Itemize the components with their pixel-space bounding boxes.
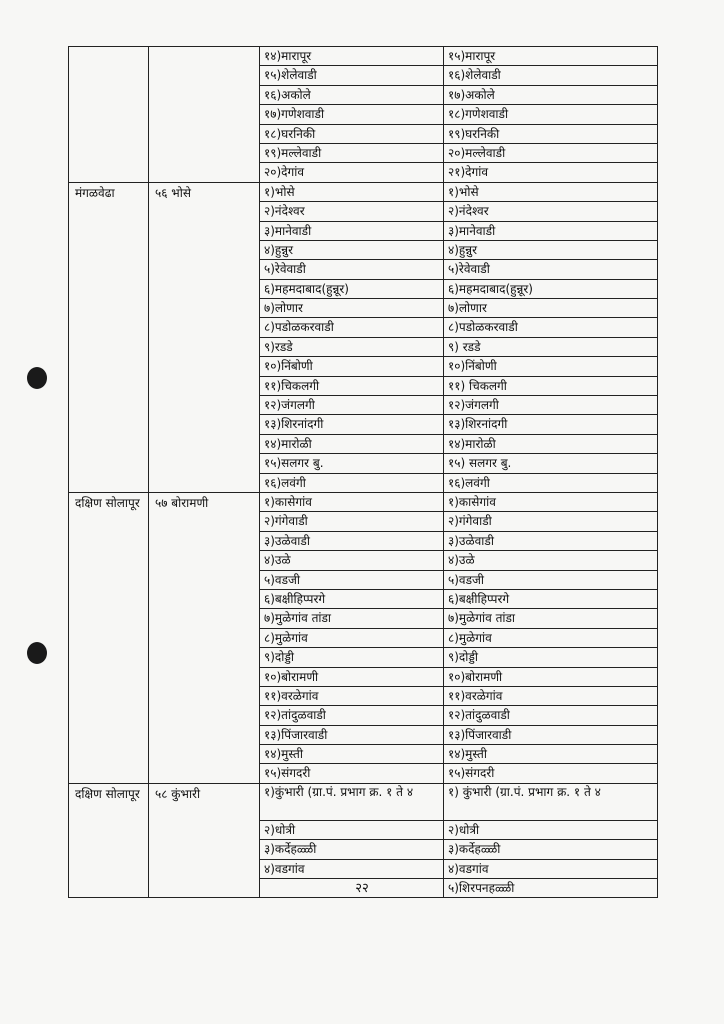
new-village-cell: १२)जंगलगी bbox=[444, 396, 658, 415]
table-row bbox=[69, 783, 658, 820]
old-village-cell: २)नंदेश्वर bbox=[260, 202, 444, 221]
old-village-cell: ५)वडजी bbox=[260, 570, 444, 589]
old-village-cell: ९)दोड्डी bbox=[260, 648, 444, 667]
old-village-cell: १५)संगदरी bbox=[260, 764, 444, 783]
new-village-cell: १४)मारोळी bbox=[444, 434, 658, 453]
old-village-cell: १)भोसे bbox=[260, 182, 444, 201]
old-village-cell: ६)बक्षीहिप्परगे bbox=[260, 589, 444, 608]
new-village-cell: ५)रेवेवाडी bbox=[444, 260, 658, 279]
new-village-cell: १२)तांदुळवाडी bbox=[444, 706, 658, 725]
new-village-cell: ५)शिरपनहळ्ळी bbox=[444, 879, 658, 898]
new-village-cell: १९)घरनिकी bbox=[444, 124, 658, 143]
new-village-cell: ४)हुन्नुर bbox=[444, 240, 658, 259]
new-village-cell: १०)बोरामणी bbox=[444, 667, 658, 686]
old-village-cell: १९)मल्लेवाडी bbox=[260, 143, 444, 162]
new-village-cell: ६)बक्षीहिप्परगे bbox=[444, 589, 658, 608]
old-village-cell: २)धोत्री bbox=[260, 820, 444, 839]
new-village-cell: ४)वडगांव bbox=[444, 859, 658, 878]
new-village-cell: २१)देगांव bbox=[444, 163, 658, 182]
old-village-cell: ७)लोणार bbox=[260, 299, 444, 318]
page-number: २२ bbox=[355, 881, 369, 896]
old-village-cell: १)कुंभारी (ग्रा.पं. प्रभाग क्र. १ ते ४ bbox=[260, 783, 444, 820]
old-village-cell: १०)निंबोणी bbox=[260, 357, 444, 376]
new-village-cell: १३)पिंजारवाडी bbox=[444, 725, 658, 744]
old-village-cell: ११)चिकलगी bbox=[260, 376, 444, 395]
old-village-cell: १८)घरनिकी bbox=[260, 124, 444, 143]
old-village-cell: ११)वरळेगांव bbox=[260, 686, 444, 705]
old-village-cell: १४)मारोळी bbox=[260, 434, 444, 453]
old-village-cell: १५)शेलेवाडी bbox=[260, 66, 444, 85]
new-village-cell: ३)कर्देहळ्ळी bbox=[444, 840, 658, 859]
old-village-cell: ८)पडोळकरवाडी bbox=[260, 318, 444, 337]
old-village-cell: ९)रडडे bbox=[260, 337, 444, 356]
taluka-cell bbox=[69, 47, 149, 183]
old-village-cell: २)गंगेवाडी bbox=[260, 512, 444, 531]
new-village-cell: ११)वरळेगांव bbox=[444, 686, 658, 705]
new-village-cell: १६)शेलेवाडी bbox=[444, 66, 658, 85]
old-village-cell: १६)लवंगी bbox=[260, 473, 444, 492]
taluka-cell: दक्षिण सोलापूर bbox=[69, 783, 149, 898]
old-village-cell: ३)मानेवाडी bbox=[260, 221, 444, 240]
taluka-cell: दक्षिण सोलापूर bbox=[69, 492, 149, 783]
old-village-cell: ४)हुन्नुर bbox=[260, 240, 444, 259]
old-village-cell: ४)वडगांव bbox=[260, 859, 444, 878]
old-village-cell: १)कासेगांव bbox=[260, 492, 444, 511]
table-row bbox=[69, 492, 658, 511]
new-village-cell: ८)पडोळकरवाडी bbox=[444, 318, 658, 337]
new-village-cell: १८)गणेशवाडी bbox=[444, 105, 658, 124]
new-village-cell: ९) रडडे bbox=[444, 337, 658, 356]
new-village-cell: १४)मुस्ती bbox=[444, 745, 658, 764]
old-village-cell: १३)पिंजारवाडी bbox=[260, 725, 444, 744]
new-village-cell: ७)मुळेगांव तांडा bbox=[444, 609, 658, 628]
new-village-cell: १५)संगदरी bbox=[444, 764, 658, 783]
old-village-cell: १५)सलगर बु. bbox=[260, 454, 444, 473]
new-village-cell: २)नंदेश्वर bbox=[444, 202, 658, 221]
old-village-cell: १२)तांदुळवाडी bbox=[260, 706, 444, 725]
old-village-cell: १०)बोरामणी bbox=[260, 667, 444, 686]
old-village-cell: १३)शिरनांदगी bbox=[260, 415, 444, 434]
circle-cell bbox=[149, 47, 260, 183]
new-village-cell: ६)महमदाबाद(हुन्नूर) bbox=[444, 279, 658, 298]
punch-hole-bottom bbox=[27, 642, 47, 664]
taluka-cell: मंगळवेढा bbox=[69, 182, 149, 492]
old-village-cell: ७)मुळेगांव तांडा bbox=[260, 609, 444, 628]
new-village-cell: १०)निंबोणी bbox=[444, 357, 658, 376]
new-village-cell: १)भोसे bbox=[444, 182, 658, 201]
table-row bbox=[69, 47, 658, 66]
new-village-cell: ५)वडजी bbox=[444, 570, 658, 589]
old-village-cell: ८)मुळेगांव bbox=[260, 628, 444, 647]
new-village-cell: १७)अकोले bbox=[444, 85, 658, 104]
old-village-cell: ३)उळेवाडी bbox=[260, 531, 444, 550]
new-village-cell: ८)मुळेगांव bbox=[444, 628, 658, 647]
new-village-cell: ३)उळेवाडी bbox=[444, 531, 658, 550]
circle-cell: ५७ बोरामणी bbox=[149, 492, 260, 783]
old-village-cell: ४)उळे bbox=[260, 551, 444, 570]
old-village-cell: १४)मारापूर bbox=[260, 47, 444, 66]
new-village-cell: ९)दोड्डी bbox=[444, 648, 658, 667]
new-village-cell: ४)उळे bbox=[444, 551, 658, 570]
village-table bbox=[68, 46, 658, 898]
new-village-cell: ११) चिकलगी bbox=[444, 376, 658, 395]
punch-hole-top bbox=[27, 367, 47, 389]
circle-cell: ५८ कुंभारी bbox=[149, 783, 260, 898]
old-village-cell: २०)देगांव bbox=[260, 163, 444, 182]
old-village-cell: १४)मुस्ती bbox=[260, 745, 444, 764]
new-village-cell: १)कासेगांव bbox=[444, 492, 658, 511]
new-village-cell: १६)लवंगी bbox=[444, 473, 658, 492]
old-village-cell: १७)गणेशवाडी bbox=[260, 105, 444, 124]
old-village-cell: १६)अकोले bbox=[260, 85, 444, 104]
new-village-cell: २)धोत्री bbox=[444, 820, 658, 839]
new-village-cell: १५) सलगर बु. bbox=[444, 454, 658, 473]
old-village-cell: ६)महमदाबाद(हुन्नूर) bbox=[260, 279, 444, 298]
old-village-cell: १२)जंगलगी bbox=[260, 396, 444, 415]
table-row bbox=[69, 182, 658, 201]
new-village-cell: १) कुंभारी (ग्रा.पं. प्रभाग क्र. १ ते ४ bbox=[444, 783, 658, 820]
new-village-cell: २०)मल्लेवाडी bbox=[444, 143, 658, 162]
new-village-cell: १३)शिरनांदगी bbox=[444, 415, 658, 434]
old-village-cell: ५)रेवेवाडी bbox=[260, 260, 444, 279]
circle-cell: ५६ भोसे bbox=[149, 182, 260, 492]
new-village-cell: ७)लोणार bbox=[444, 299, 658, 318]
new-village-cell: २)गंगेवाडी bbox=[444, 512, 658, 531]
old-village-cell: ३)कर्देहळ्ळी bbox=[260, 840, 444, 859]
new-village-cell: १५)मारापूर bbox=[444, 47, 658, 66]
new-village-cell: ३)मानेवाडी bbox=[444, 221, 658, 240]
